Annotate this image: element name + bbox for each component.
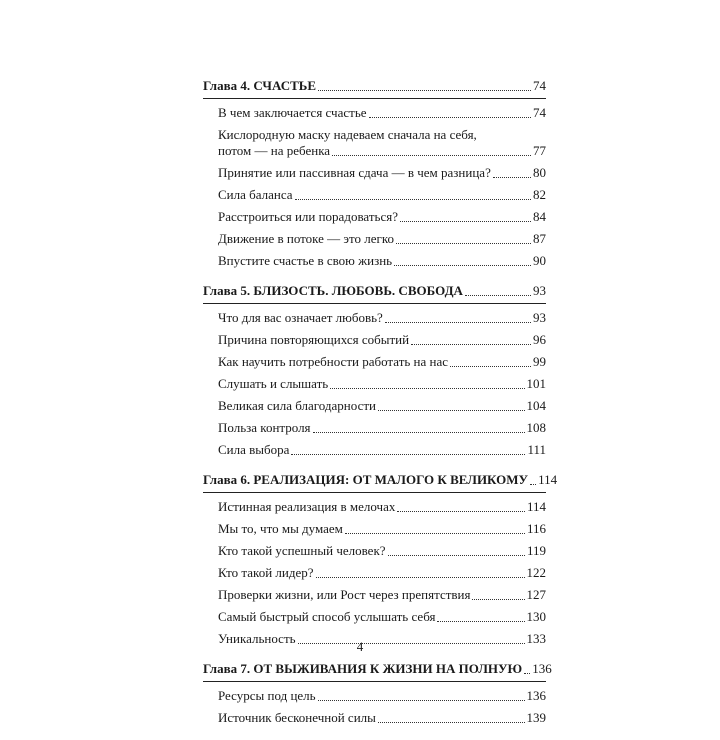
dot-leader <box>411 344 531 345</box>
toc-entry <box>203 310 546 326</box>
entry-title: Польза контроля <box>218 420 311 435</box>
page-number: 93 <box>533 310 546 325</box>
dot-leader <box>450 366 531 367</box>
page-number: 77 <box>533 143 546 158</box>
entry-title: Ресурсы под цель <box>218 688 316 703</box>
chapter-5 <box>203 283 546 458</box>
entry-title: Принятие или пассивная сдача — в чем разница? <box>218 165 491 180</box>
entry-title-line1: Кислородную маску надеваем сначала на себя, <box>218 127 477 142</box>
page-number: 136 <box>532 661 552 676</box>
dot-leader <box>378 722 525 723</box>
page-number: 96 <box>533 332 546 347</box>
chapter-heading <box>203 78 546 99</box>
dot-leader <box>345 533 525 534</box>
toc-entry <box>203 565 546 581</box>
dot-leader <box>530 484 536 485</box>
entry-title: Впустите счастье в свою жизнь <box>218 253 393 268</box>
page-number: 111 <box>527 442 546 457</box>
entry-title: Мы то, что мы думаем <box>218 521 343 536</box>
toc-entry <box>203 543 546 559</box>
entry-title: Слушать и слышать <box>218 376 329 391</box>
dot-leader <box>385 322 531 323</box>
dot-leader <box>318 90 531 91</box>
toc-entry <box>203 376 546 392</box>
dot-leader <box>397 511 525 512</box>
page-number: 116 <box>526 521 546 536</box>
page-folio: 4 <box>356 639 364 654</box>
dot-leader <box>318 700 525 701</box>
chapter-title: Глава 5. БЛИЗОСТЬ. ЛЮБОВЬ. СВОБОДА <box>203 283 463 298</box>
toc-entry <box>203 521 546 537</box>
dot-leader <box>493 177 531 178</box>
page-number: 127 <box>526 587 546 602</box>
page-number: 104 <box>526 398 546 413</box>
page-number: 84 <box>533 209 546 224</box>
dot-leader <box>524 673 530 674</box>
page-number: 122 <box>526 565 546 580</box>
dot-leader <box>369 117 531 118</box>
toc-entry <box>203 710 546 726</box>
dot-leader <box>394 265 531 266</box>
dot-leader <box>330 388 524 389</box>
entry-title: Сила баланса <box>218 187 293 202</box>
toc-entry <box>203 105 546 121</box>
page-number: 136 <box>526 688 546 703</box>
chapter-heading <box>203 283 546 304</box>
entry-title: Расстроиться или порадоваться? <box>218 209 398 224</box>
toc-entry <box>203 420 546 436</box>
page-number: 130 <box>526 609 546 624</box>
page-number: 74 <box>533 78 546 93</box>
toc-entry <box>203 332 546 348</box>
page-number: 74 <box>533 105 546 120</box>
page-number: 99 <box>533 354 546 369</box>
chapter-7 <box>203 661 552 726</box>
toc-entry <box>203 187 546 203</box>
chapter-4 <box>203 78 546 269</box>
entry-title: Проверки жизни, или Рост через препятствия <box>218 587 471 602</box>
page-number: 114 <box>538 472 558 487</box>
dot-leader <box>332 155 531 156</box>
chapter-heading <box>203 472 558 493</box>
entry-title: Как научить потребности работать на нас <box>218 354 449 369</box>
toc-entry <box>203 231 546 247</box>
page-number: 93 <box>533 283 546 298</box>
page-number: 133 <box>526 631 546 646</box>
dot-leader <box>313 432 525 433</box>
entry-title: Уникальность <box>218 631 296 646</box>
chapter-6 <box>203 472 558 647</box>
page-number: 80 <box>533 165 546 180</box>
toc-entry <box>203 609 546 625</box>
entry-title: Кто такой успешный человек? <box>218 543 386 558</box>
dot-leader <box>295 199 531 200</box>
chapter-title: Глава 7. ОТ ВЫЖИВАНИЯ К ЖИЗНИ НА ПОЛНУЮ <box>203 661 523 676</box>
page-number: 101 <box>526 376 546 391</box>
dot-leader <box>465 295 531 296</box>
chapter-title: Глава 6. РЕАЛИЗАЦИЯ: ОТ МАЛОГО К ВЕЛИКОМУ <box>203 472 529 487</box>
page-number: 90 <box>533 253 546 268</box>
dot-leader <box>316 577 525 578</box>
toc-entry <box>203 398 546 414</box>
chapter-title: Глава 4. СЧАСТЬЕ <box>203 78 317 93</box>
entry-title: Самый быстрый способ услышать себя <box>218 609 436 624</box>
page-number: 114 <box>526 499 546 514</box>
toc-entry <box>203 587 546 603</box>
toc-entry <box>203 253 546 269</box>
dot-leader <box>396 243 531 244</box>
toc-entry <box>203 165 546 181</box>
dot-leader <box>400 221 531 222</box>
entry-title-line2: потом — на ребенка <box>218 143 331 158</box>
entry-title: Истинная реализация в мелочах <box>218 499 396 514</box>
toc-entry <box>203 127 546 159</box>
page-number: 87 <box>533 231 546 246</box>
page-number: 108 <box>526 420 546 435</box>
dot-leader <box>437 621 524 622</box>
entry-title: В чем заключается счастье <box>218 105 367 120</box>
toc-entry <box>203 209 546 225</box>
dot-leader <box>291 454 525 455</box>
toc-entry <box>203 688 546 704</box>
entry-title: Причина повторяющихся событий <box>218 332 410 347</box>
entry-title: Сила выбора <box>218 442 290 457</box>
entry-title: Кто такой лидер? <box>218 565 314 580</box>
page-number: 139 <box>526 710 546 725</box>
entry-title: Движение в потоке — это легко <box>218 231 395 246</box>
toc-entry <box>203 499 546 515</box>
page-number: 119 <box>526 543 546 558</box>
entry-title: Что для вас означает любовь? <box>218 310 383 325</box>
entry-title: Великая сила благодарности <box>218 398 376 413</box>
page-number: 82 <box>533 187 546 202</box>
dot-leader <box>378 410 525 411</box>
entry-title: Источник бесконечной силы <box>218 710 376 725</box>
dot-leader <box>472 599 524 600</box>
chapter-heading <box>203 661 552 682</box>
toc-entry <box>203 442 546 458</box>
toc-entry <box>203 354 546 370</box>
dot-leader <box>388 555 525 556</box>
